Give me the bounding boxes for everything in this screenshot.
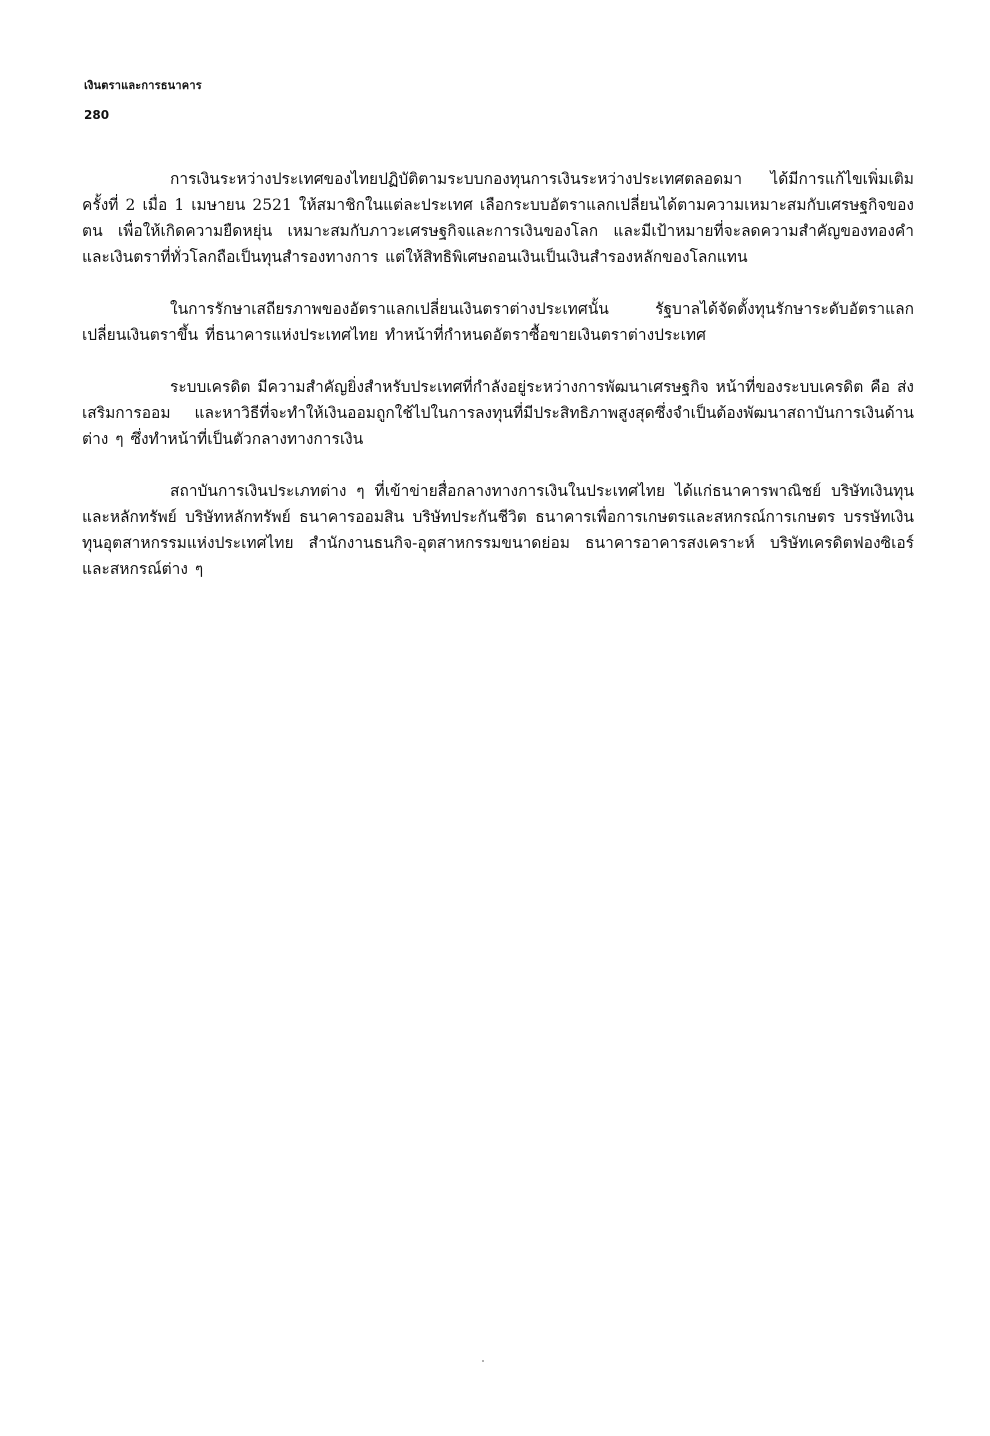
page-number: 280 — [84, 108, 110, 122]
body-text — [82, 166, 914, 582]
paragraph-international-finance: การเงินระหว่างประเทศของไทยปฏิบัติตามระบบกองทุนการเงินระหว่างประเทศตลอดมา ได้มีการแก้ไขเพิ่มเติมครั้งที่ 2 เมื่อ 1 เมษายน 2521 ให้สมาชิกในแต่ละประเทศ เลือกระบบอัตราแลกเปลี่ยนได้ตามความเหมาะสมกับเศรษฐกิจของตน เพื่อให้เกิดความยืดหยุ่น เหมาะสมกับภาวะเศรษฐกิจและการเงินของโลก และมีเป้าหมายที่จะลดความสำคัญของทองคำและเงินตราที่ทั่วโลกถือเป็นทุนสำรองทางการ แต่ให้สิทธิพิเศษถอนเงินเป็นเงินสำรองหลักของโลกแทน — [82, 170, 914, 266]
paragraph-credit-system: ระบบเครดิต มีความสำคัญยิ่งสำหรับประเทศที่กำลังอยู่ระหว่างการพัฒนาเศรษฐกิจ หน้าที่ของระบบเครดิต คือ ส่งเสริมการออม และหาวิธีที่จะทำให้เงินออมถูกใช้ไปในการลงทุนที่มีประสิทธิภาพสูงสุดซึ่งจำเป็นต้องพัฒนาสถาบันการเงินด้านต่าง ๆ ซึ่งทำหน้าที่เป็นตัวกลางทางการเงิน — [82, 378, 914, 448]
paragraph-exchange-rate-stability: ในการรักษาเสถียรภาพของอัตราแลกเปลี่ยนเงินตราต่างประเทศนั้น รัฐบาลได้จัดตั้งทุนรักษาระดับอัตราแลกเปลี่ยนเงินตราขึ้น ที่ธนาคารแห่งประเทศไทย ทำหน้าที่กำหนดอัตราซื้อขายเงินตราต่างประเทศ — [82, 300, 914, 344]
running-header: เงินตราและการธนาคาร — [84, 79, 202, 92]
paragraph-financial-institutions: สถาบันการเงินประเภทต่าง ๆ ที่เข้าข่ายสื่อกลางทางการเงินในประเทศไทย ได้แก่ธนาคารพาณิชย์ บริษัทเงินทุนและหลักทรัพย์ บริษัทหลักทรัพย์ ธนาคารออมสิน บริษัทประกันชีวิต ธนาคารเพื่อการเกษตรและสหกรณ์การเกษตร บรรษัทเงินทุนอุตสาหกรรมแห่งประเทศไทย สำนักงานธนกิจ-อุตสาหกรรมขนาดย่อม ธนาคารอาคารสงเคราะห์ บริษัทเครดิตฟองซิเอร์ และสหกรณ์ต่าง ๆ — [82, 482, 914, 578]
scan-speck — [482, 1360, 484, 1362]
